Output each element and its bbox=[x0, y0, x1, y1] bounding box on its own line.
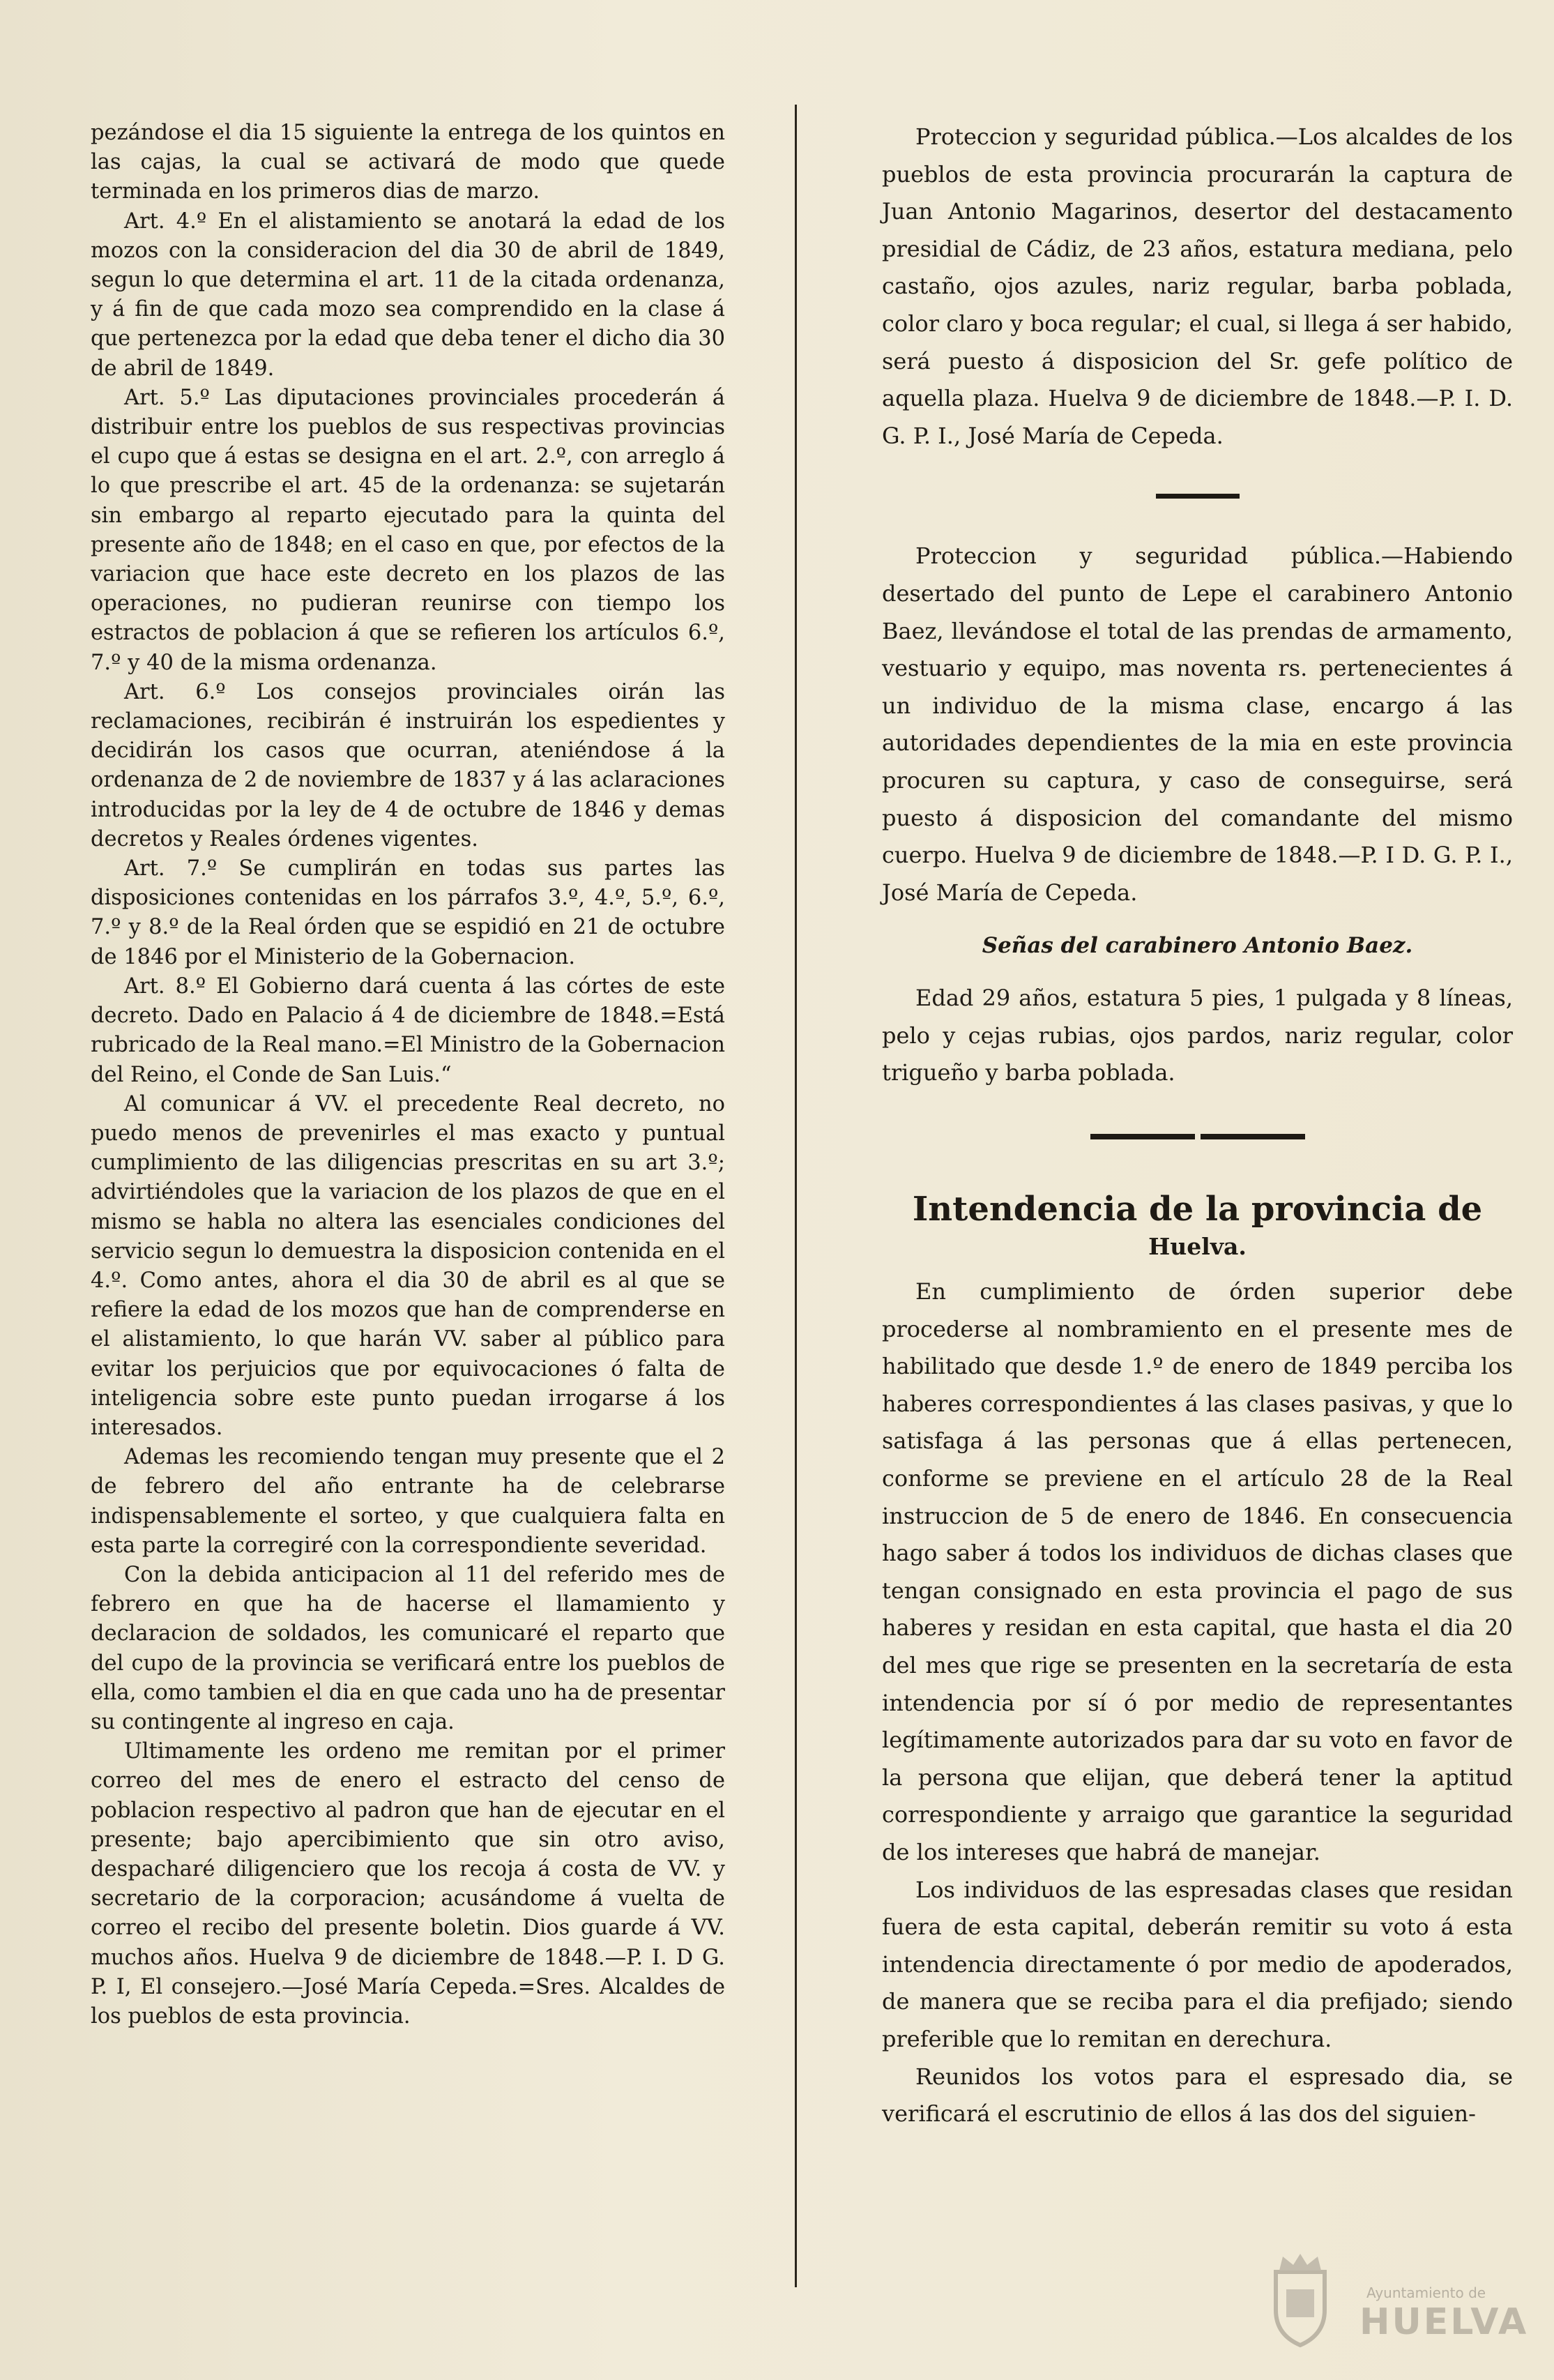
description-title: Señas del carabinero Antonio Baez. bbox=[982, 933, 1413, 959]
left-paragraph: Al comunicar á VV. el precedente Real decreto, no puedo menos de prevenirles el mas exacto y puntual cumplimiento de las diligencias prescritas en su art 3.º; advirtiéndoles que la variacion de los plazos de que en el mismo se habla no altera las esenciales condiciones del servicio segun lo demuestra la disposicion contenida en el 4.º. Como antes, ahora el dia 30 de abril es al que se refiere la edad de los mozos que han de comprenderse en el alistamiento, lo que harán VV. saber al público para evitar los perjuicios que por equivocaciones ó falta de inteligencia sobre este punto puedan irrogarse á los interesados. bbox=[91, 1091, 725, 1440]
notice-deserter-magarinos: Proteccion y seguridad pública.—Los alcaldes de los pueblos de esta provincia procurarán la captura de Juan Antonio Magarinos, desertor del destacamento presidial de Cádiz, de 23 años, estatura mediana, pelo castaño, ojos azules, nariz regular, barba poblada, color claro y boca regular; el cual, si llega á ser habido, será puesto á disposicion del Sr. gefe político de aquella plaza. Huelva 9 de diciembre de 1848.—P. I. D. G. P. I., José María de Cepeda. bbox=[882, 123, 1513, 449]
intendencia-paragraph: Los individuos de las espresadas clases que residan fuera de esta capital, deberán remitir su voto á esta intendencia directamente ó por medio de apoderados, de manera que se reciba para el dia prefijado; siendo preferible que lo remitan en derechura. bbox=[882, 1876, 1513, 2052]
left-paragraph: Art. 7.º Se cumplirán en todas sus partes las disposiciones contenidas en los párrafos 3.º, 4.º, 5.º, 6.º, 7.º y 8.º de la Real órden que se espidió en 21 de octubre de 1846 por el Ministerio de la Gobernacion. bbox=[91, 856, 725, 969]
column-divider bbox=[795, 105, 797, 2287]
separator-rule bbox=[1156, 494, 1240, 499]
intendencia-paragraph: Reunidos los votos para el espresado dia, se verificará el escrutinio de ellos á las dos del siguien- bbox=[882, 2063, 1513, 2128]
left-column bbox=[91, 119, 725, 2031]
double-separator-rule bbox=[882, 1134, 1513, 1139]
left-paragraph: Ultimamente les ordeno me remitan por el primer correo del mes de enero el estracto del censo de poblacion respectivo al padron que han de ejecutar en el presente; bajo apercibimiento que sin otro aviso, despacharé diligenciero que los recoja á costa de VV. y secretario de la corporacion; acusándome á vuelta de correo el recibo del presente boletin. Dios guarde á VV. muchos años. Huelva 9 de diciembre de 1848.—P. I. D G. P. I, El consejero.—José María Cepeda.=Sres. Alcaldes de los pueblos de esta provincia. bbox=[91, 1739, 725, 2029]
archive-watermark bbox=[1262, 2251, 1527, 2356]
section-subheading: Huelva. bbox=[1148, 1233, 1247, 1261]
notice-deserter-baez: Proteccion y seguridad pública.—Habiendo desertado del punto de Lepe el carabinero Antonio Baez, llevándose el total de las prendas de armamento, vestuario y equipo, mas noventa rs. pertenecientes á un individuo de la misma clase, encargo á las autoridades dependientes de la mia en este provincia procuren su captura, y caso de conseguirse, será puesto á disposicion del comandante del mismo cuerpo. Huelva 9 de diciembre de 1848.—P. I D. G. P. I., José María de Cepeda. bbox=[882, 543, 1513, 906]
left-paragraph: Art. 4.º En el alistamiento se anotará la edad de los mozos con la consideracion del dia 30 de abril de 1849, segun lo que determina el art. 11 de la citada ordenanza, y á fin de que cada mozo sea comprendido en la clase á que pertenezca por la edad que deba tener el dicho dia 30 de abril de 1849. bbox=[91, 209, 725, 381]
description-text: Edad 29 años, estatura 5 pies, 1 pulgada y 8 líneas, pelo y cejas rubias, ojos pardos, nariz regular, color trigueño y barba poblada. bbox=[882, 985, 1513, 1086]
left-paragraph: Ademas les recomiendo tengan muy presente que el 2 de febrero del año entrante ha de celebrarse indispensablemente el sorteo, y que cualquiera falta en esta parte la corregiré con la correspondiente severidad. bbox=[91, 1445, 725, 1558]
left-paragraph: Art. 8.º El Gobierno dará cuenta á las córtes de este decreto. Dado en Palacio á 4 de diciembre de 1848.=Está rubricado de la Real mano.=El Ministro de la Gobernacion del Reino, el Conde de San Luis.“ bbox=[91, 973, 725, 1087]
watermark-name: HUELVA bbox=[1359, 2301, 1529, 2343]
coat-of-arms-icon bbox=[1262, 2251, 1339, 2349]
left-paragraph: Con la debida anticipacion al 11 del referido mes de febrero en que ha de hacerse el llamamiento y declaracion de soldados, les comunicaré el reparto que del cupo de la provincia se verificará entre los pueblos de ella, como tambien el dia en que cada uno ha de presentar su contingente al ingreso en caja. bbox=[91, 1562, 725, 1734]
section-heading: Intendencia de la provincia de bbox=[912, 1190, 1483, 1229]
watermark-caption: Ayuntamiento de bbox=[1366, 2284, 1486, 2301]
left-paragraph: Art. 6.º Los consejos provinciales oirán las reclamaciones, recibirán é instruirán los espedientes y decidirán los casos que ocurran, ateniéndose á la ordenanza de 2 de noviembre de 1837 y á las aclaraciones introducidas por la ley de 4 de octubre de 1846 y demas decretos y Reales órdenes vigentes. bbox=[91, 679, 725, 851]
left-paragraph: Art. 5.º Las diputaciones provinciales procederán á distribuir entre los pueblos de sus respectivas provincias el cupo que á estas se designa en el art. 2.º, con arreglo á lo que prescribe el art. 45 de la ordenanza: se sujetarán sin embargo al reparto ejecutado para la quinta del presente año de 1848; en el caso en que, por efectos de la variacion que hace este decreto en los plazos de las operaciones, no pudieran reunirse con tiempo los estractos de poblacion á que se refieren los artículos 6.º, 7.º y 40 de la misma ordenanza. bbox=[91, 385, 725, 675]
intendencia-paragraph: En cumplimiento de órden superior debe procederse al nombramiento en el presente mes de habilitado que desde 1.º de enero de 1849 perciba los haberes correspondientes á las clases pasivas, y que lo satisfaga á las personas que á ellas pertenecen, conforme se previene en el artículo 28 de la Real instruccion de 5 de enero de 1846. En consecuencia hago saber á todos los individuos de dichas clases que tengan consignado en esta provincia el pago de sus haberes y residan en esta capital, que hasta el dia 20 del mes que rige se presenten en la secretaría de esta intendencia por sí ó por medio de representantes legítimamente autorizados para dar su voto en favor de la persona que elijan, que deberá tener la aptitud correspondiente y arraigo que garantice la seguridad de los intereses que habrá de manejar. bbox=[882, 1278, 1513, 1865]
left-paragraph: pezándose el dia 15 siguiente la entrega de los quintos en las cajas, la cual se activará de modo que quede terminada en los primeros dias de marzo. bbox=[91, 121, 725, 204]
right-column bbox=[882, 119, 1513, 2133]
